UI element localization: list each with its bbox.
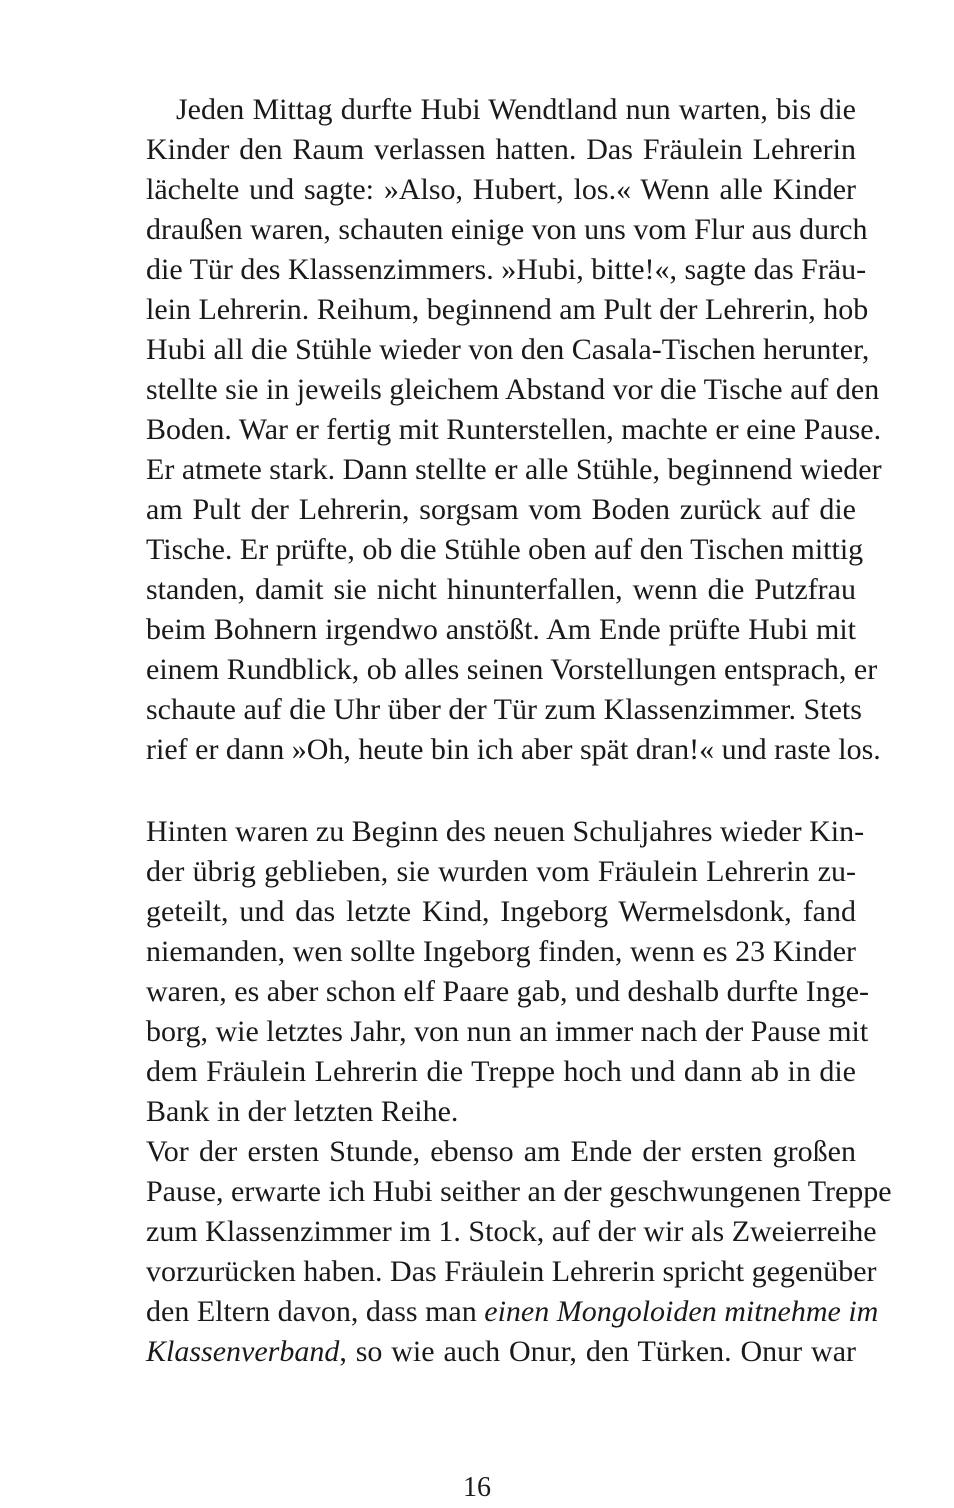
text-line: lein Lehrerin. Reihum, beginnend am Pult der Lehrerin, hob xyxy=(146,293,869,326)
text-line: beim Bohnern irgendwo anstößt. Am Ende prüfte Hubi mit xyxy=(146,613,856,646)
text-line: lächelte und sagte: »Also, Hubert, los.« Wenn alle Kinder xyxy=(146,173,856,206)
text-line: Kinder den Raum verlassen hatten. Das Fräulein Lehrerin xyxy=(146,133,856,166)
text-line: rief er dann »Oh, heute bin ich aber spät dran!« und raste los. xyxy=(146,733,881,766)
text-line: Tische. Er prüfte, ob die Stühle oben auf den Tischen mittig xyxy=(146,533,864,566)
page-number: 16 xyxy=(463,1472,491,1503)
text-line: draußen waren, schauten einige von uns vom Flur aus durch xyxy=(146,213,868,246)
text-line: Bank in der letzten Reihe. xyxy=(146,1095,459,1128)
text-line xyxy=(146,1292,879,1332)
text-line xyxy=(146,1332,856,1372)
text-line: standen, damit sie nicht hinunterfallen, wenn die Putzfrau xyxy=(146,573,856,606)
text-line: schaute auf die Uhr über der Tür zum Klassenzimmer. Stets xyxy=(146,693,862,726)
italic-phrase: einen Mongoloiden mitnehme im xyxy=(484,1295,879,1328)
text-line: geteilt, und das letzte Kind, Ingeborg Wermelsdonk, fand xyxy=(146,895,856,928)
italic-phrase: Klassenverband xyxy=(146,1335,340,1368)
text-line: Jeden Mittag durfte Hubi Wendtland nun warten, bis die xyxy=(176,93,856,126)
text-line: einem Rundblick, ob alles seinen Vorstellungen entsprach, er xyxy=(146,653,878,686)
text-line: Pause, erwarte ich Hubi seither an der geschwungenen Treppe xyxy=(146,1175,892,1208)
text-line: borg, wie letztes Jahr, von nun an immer nach der Pause mit xyxy=(146,1015,869,1048)
text-line: Er atmete stark. Dann stellte er alle Stühle, beginnend wieder xyxy=(146,453,882,486)
text-segment: , so wie auch Onur, den Türken. Onur war xyxy=(339,1335,856,1368)
text-line: Vor der ersten Stunde, ebenso am Ende der ersten großen xyxy=(146,1135,856,1168)
text-line: am Pult der Lehrerin, sorgsam vom Boden zurück auf die xyxy=(146,493,856,526)
text-line: dem Fräulein Lehrerin die Treppe hoch und dann ab in die xyxy=(146,1055,856,1088)
text-line: Hinten waren zu Beginn des neuen Schuljahres wieder Kin- xyxy=(146,815,865,848)
text-line: Boden. War er fertig mit Runterstellen, machte er eine Pause. xyxy=(146,413,882,446)
text-line: niemanden, wen sollte Ingeborg finden, wenn es 23 Kinder xyxy=(146,935,856,968)
text-line: die Tür des Klassenzimmers. »Hubi, bitte!«, sagte das Fräu- xyxy=(146,253,867,286)
text-line: zum Klassenzimmer im 1. Stock, auf der wir als Zweierreihe xyxy=(146,1215,877,1248)
text-line: waren, es aber schon elf Paare gab, und deshalb durfte Inge- xyxy=(146,975,870,1008)
text-line: Hubi all die Stühle wieder von den Casala-Tischen herunter, xyxy=(146,333,870,366)
text-segment: den Eltern davon, dass man xyxy=(146,1295,477,1328)
text-line: der übrig geblieben, sie wurden vom Fräulein Lehrerin zu- xyxy=(146,855,856,888)
text-line: vorzurücken haben. Das Fräulein Lehrerin spricht gegenüber xyxy=(146,1255,877,1288)
text-line: stellte sie in jeweils gleichem Abstand vor die Tische auf den xyxy=(146,373,880,406)
